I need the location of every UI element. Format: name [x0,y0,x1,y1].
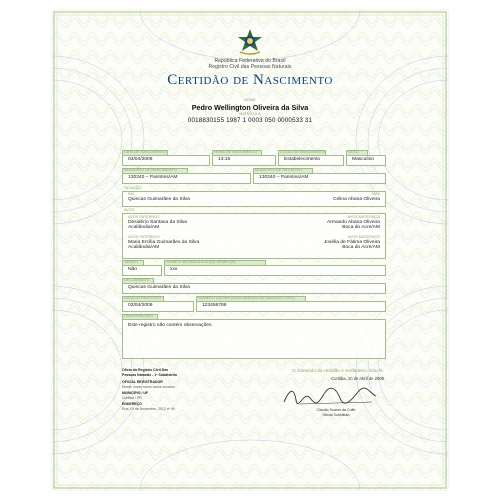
signature [280,384,380,410]
sex-label: SEXO [348,150,359,154]
sex-value: Masculino [352,157,375,162]
office-city-value: Curitiba / PR [122,396,142,400]
birth-place: Estabelecimento [284,157,321,162]
office-address-value: Rua XV de Novembro, 2012 nº 90 [122,407,175,411]
registry-date: 03/04/2009 [128,303,153,308]
birth-time-label: HORA DE NASCIMENTO [214,150,258,154]
maternal-grandfather: Armando Abana Oliveira [326,220,380,225]
registry-date-label: DATA DO REGISTRO [124,296,161,300]
birth-city: 130340 – Parintins/AM [128,175,178,180]
maternal-grandparents-label: AVÓS MATERNOS [347,215,380,219]
grandparents-label: AVÓS [124,208,135,212]
birth-city-label: MUNICÍPIO DE NASCIMENTO [124,168,177,172]
filiation-label: FILIAÇÃO [124,186,142,190]
twin-label: GÊMEO [124,260,139,264]
twin-value: Não [128,267,137,272]
twin-names-label: NOME E MATRÍCULA DO(S) GÊMEO(S) [166,260,236,264]
paternal-grandmother-city: Acaliândia/AM [128,245,160,250]
birth-date: 03/04/2009 [128,157,153,162]
dnv-value: 123456789 [202,303,227,308]
document-title: Certidão de Nascimento [167,72,333,88]
declarant-value: Quincas Guimarães da Silva [128,285,190,290]
coat-of-arms-icon [236,28,264,56]
paternal-grandfather: Desidério Santana da Silva [128,220,187,225]
father-name: Quincas Guimarães da Silva [128,197,190,202]
mother-label: MÃE [371,192,380,196]
reg-city-label: MUNICÍPIO DE REGISTRO [255,168,303,172]
signer-role: Oficial Substituto [322,413,350,417]
signer-name: Cláudio Soares da Cuffe [316,408,356,412]
observations-text: Este registro não contém observações. [128,323,213,328]
maternal-grandmother-city: Boca do Acre/AM [342,245,380,250]
dnv-label: NÚMERO DA DNV (DECLARAÇÃO DE NASCIDO VIVO) [198,296,295,300]
reg-city: 130340 – Parintins/AM [259,175,309,180]
birth-time: 13:15 [218,157,231,162]
person-name: Pedro Wellington Oliveira da Silva [191,103,309,112]
maternal-grandparents-label-2: AVÓS MATERNOS [347,235,380,239]
office-line-1: Ofício do Registro Civil Das [122,368,169,372]
attestation-text: O conteúdo da certidão é verdadeiro. Dou fé. [292,368,384,373]
republic-line: República Federativa do Brasil [214,58,286,64]
twin-names: xxx [170,267,178,272]
birth-date-label: DATA DE NASCIMENTO [124,150,166,154]
paternal-grandfather-city: Acaliândia/AM [128,225,160,230]
declarant-label: DECLARANTE [124,278,150,282]
matricula-number: 0018830155 1987 1 0003 050 0000533 31 [187,117,313,124]
matricula-label: MATRÍCULA [239,112,261,116]
name-label: NOME [244,98,256,102]
maternal-grandmother: Josélia de Fátima Oliveira [323,240,380,245]
maternal-grandfather-city: Boca do Acre/AM [342,225,380,230]
paternal-grandmother: Maria Ercília Guimarães da Silva [128,240,200,245]
observations-label: OBSERVAÇÕES [124,314,153,318]
office-line-2: Pessoas Naturais - 1º Subdistrito [122,373,177,377]
office-address-label: ENDEREÇO [122,402,142,406]
paternal-grandparents-label-2: AVÓS PATERNOS [128,235,160,239]
attestation-place-date: Curitiba, 10 de Abril de 2009 [331,376,384,381]
father-label: PAI [128,192,134,196]
paternal-grandparents-label: AVÓS PATERNOS [128,215,160,219]
birth-certificate [52,10,448,490]
birth-place-label: LOCAL DE NASCIMENTO [280,150,325,154]
registry-line: Registro Civil das Pessoas Naturais [208,64,292,70]
officer-value: Nome: xxxxx xxxxx xxxxx xxxxxxx [122,385,175,389]
officer-label: OFICIAL REGISTRADOR [122,380,163,384]
mother-name: Celina Abana Oliveira [332,197,380,202]
office-city-label: MUNICÍPIO / UF [122,391,149,395]
